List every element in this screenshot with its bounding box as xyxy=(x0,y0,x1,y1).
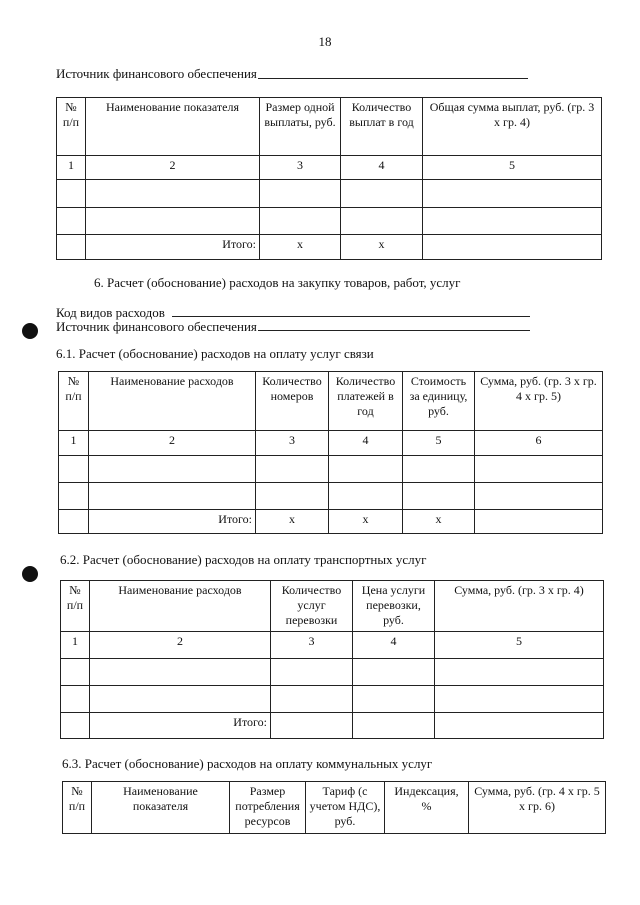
header-cell: Наименование показателя xyxy=(92,782,230,834)
header-cell: Количество услуг перевозки xyxy=(271,581,353,632)
section-6-2-title: 6.2. Расчет (обоснование) расходов на оплату транспортных услуг xyxy=(60,552,427,567)
total-label: Итого: xyxy=(86,235,260,260)
header-cell: № п/п xyxy=(57,98,86,156)
expense-code-line xyxy=(172,316,530,317)
column-number: 5 xyxy=(423,156,602,180)
page-number: 18 xyxy=(318,34,332,49)
total-mark: x xyxy=(403,510,475,534)
source-of-funding-line xyxy=(258,78,528,79)
column-number: 3 xyxy=(271,632,353,659)
header-cell: № п/п xyxy=(59,372,89,431)
header-cell: Размер одной выплаты, руб. xyxy=(260,98,341,156)
section-6-1-title: 6.1. Расчет (обоснование) расходов на оплату услуг связи xyxy=(56,346,374,361)
source-of-funding-label: Источник финансового обеспечения xyxy=(56,66,257,81)
transport-services-table xyxy=(60,580,604,739)
utility-services-table xyxy=(62,781,606,834)
table-header-row xyxy=(59,372,603,431)
total-mark: x xyxy=(341,235,423,260)
header-cell: Стоимость за единицу, руб. xyxy=(403,372,475,431)
section-6-source-line xyxy=(258,330,530,331)
header-cell: № п/п xyxy=(61,581,90,632)
section-6-title: 6. Расчет (обоснование) расходов на закупку товаров, работ, услуг xyxy=(94,275,461,290)
binder-hole xyxy=(22,323,38,339)
column-number: 3 xyxy=(260,156,341,180)
column-number: 5 xyxy=(435,632,604,659)
table-row xyxy=(57,208,602,235)
column-number-row xyxy=(59,431,603,456)
column-number: 2 xyxy=(86,156,260,180)
header-cell: Тариф (с учетом НДС), руб. xyxy=(306,782,385,834)
header-cell: Наименование показателя xyxy=(86,98,260,156)
table-header-row xyxy=(61,581,604,632)
header-cell: Наименование расходов xyxy=(90,581,271,632)
column-number: 2 xyxy=(89,431,256,456)
total-row xyxy=(61,713,604,739)
table-row xyxy=(61,686,604,713)
header-cell: Количество номеров xyxy=(256,372,329,431)
column-number: 4 xyxy=(353,632,435,659)
header-cell: Количество выплат в год xyxy=(341,98,423,156)
table-row xyxy=(59,483,603,510)
column-number: 2 xyxy=(90,632,271,659)
header-cell: Количество платежей в год xyxy=(329,372,403,431)
binder-hole xyxy=(22,566,38,582)
header-cell: Сумма, руб. (гр. 4 x гр. 5 x гр. 6) xyxy=(469,782,606,834)
communication-services-table xyxy=(58,371,603,534)
total-label: Итого: xyxy=(90,713,271,739)
header-cell: Размер потребления ресурсов xyxy=(230,782,306,834)
column-number: 3 xyxy=(256,431,329,456)
column-number: 6 xyxy=(475,431,603,456)
header-cell: Индексация, % xyxy=(385,782,469,834)
header-cell: Сумма, руб. (гр. 3 x гр. 4) xyxy=(435,581,604,632)
table-row xyxy=(59,456,603,483)
header-cell: № п/п xyxy=(63,782,92,834)
column-number: 4 xyxy=(341,156,423,180)
column-number: 1 xyxy=(57,156,86,180)
column-number: 1 xyxy=(59,431,89,456)
section-6-3-title: 6.3. Расчет (обоснование) расходов на оплату коммунальных услуг xyxy=(62,756,433,771)
header-cell: Цена услуги перевозки, руб. xyxy=(353,581,435,632)
header-cell: Общая сумма выплат, руб. (гр. 3 x гр. 4) xyxy=(423,98,602,156)
column-number: 4 xyxy=(329,431,403,456)
column-number: 1 xyxy=(61,632,90,659)
payments-table xyxy=(56,97,602,260)
total-label: Итого: xyxy=(89,510,256,534)
column-number: 5 xyxy=(403,431,475,456)
header-cell: Сумма, руб. (гр. 3 x гр. 4 x гр. 5) xyxy=(475,372,603,431)
total-mark: x xyxy=(329,510,403,534)
table-row xyxy=(57,180,602,208)
total-mark: x xyxy=(256,510,329,534)
table-row xyxy=(61,659,604,686)
header-cell: Наименование расходов xyxy=(89,372,256,431)
total-row xyxy=(59,510,603,534)
table-header-row xyxy=(57,98,602,156)
total-row xyxy=(57,235,602,260)
section-6-source-label: Источник финансового обеспечения xyxy=(56,319,257,334)
table-header-row xyxy=(63,782,606,834)
total-mark: x xyxy=(260,235,341,260)
expense-code-label: Код видов расходов xyxy=(56,305,165,320)
column-number-row xyxy=(61,632,604,659)
column-number-row xyxy=(57,156,602,180)
